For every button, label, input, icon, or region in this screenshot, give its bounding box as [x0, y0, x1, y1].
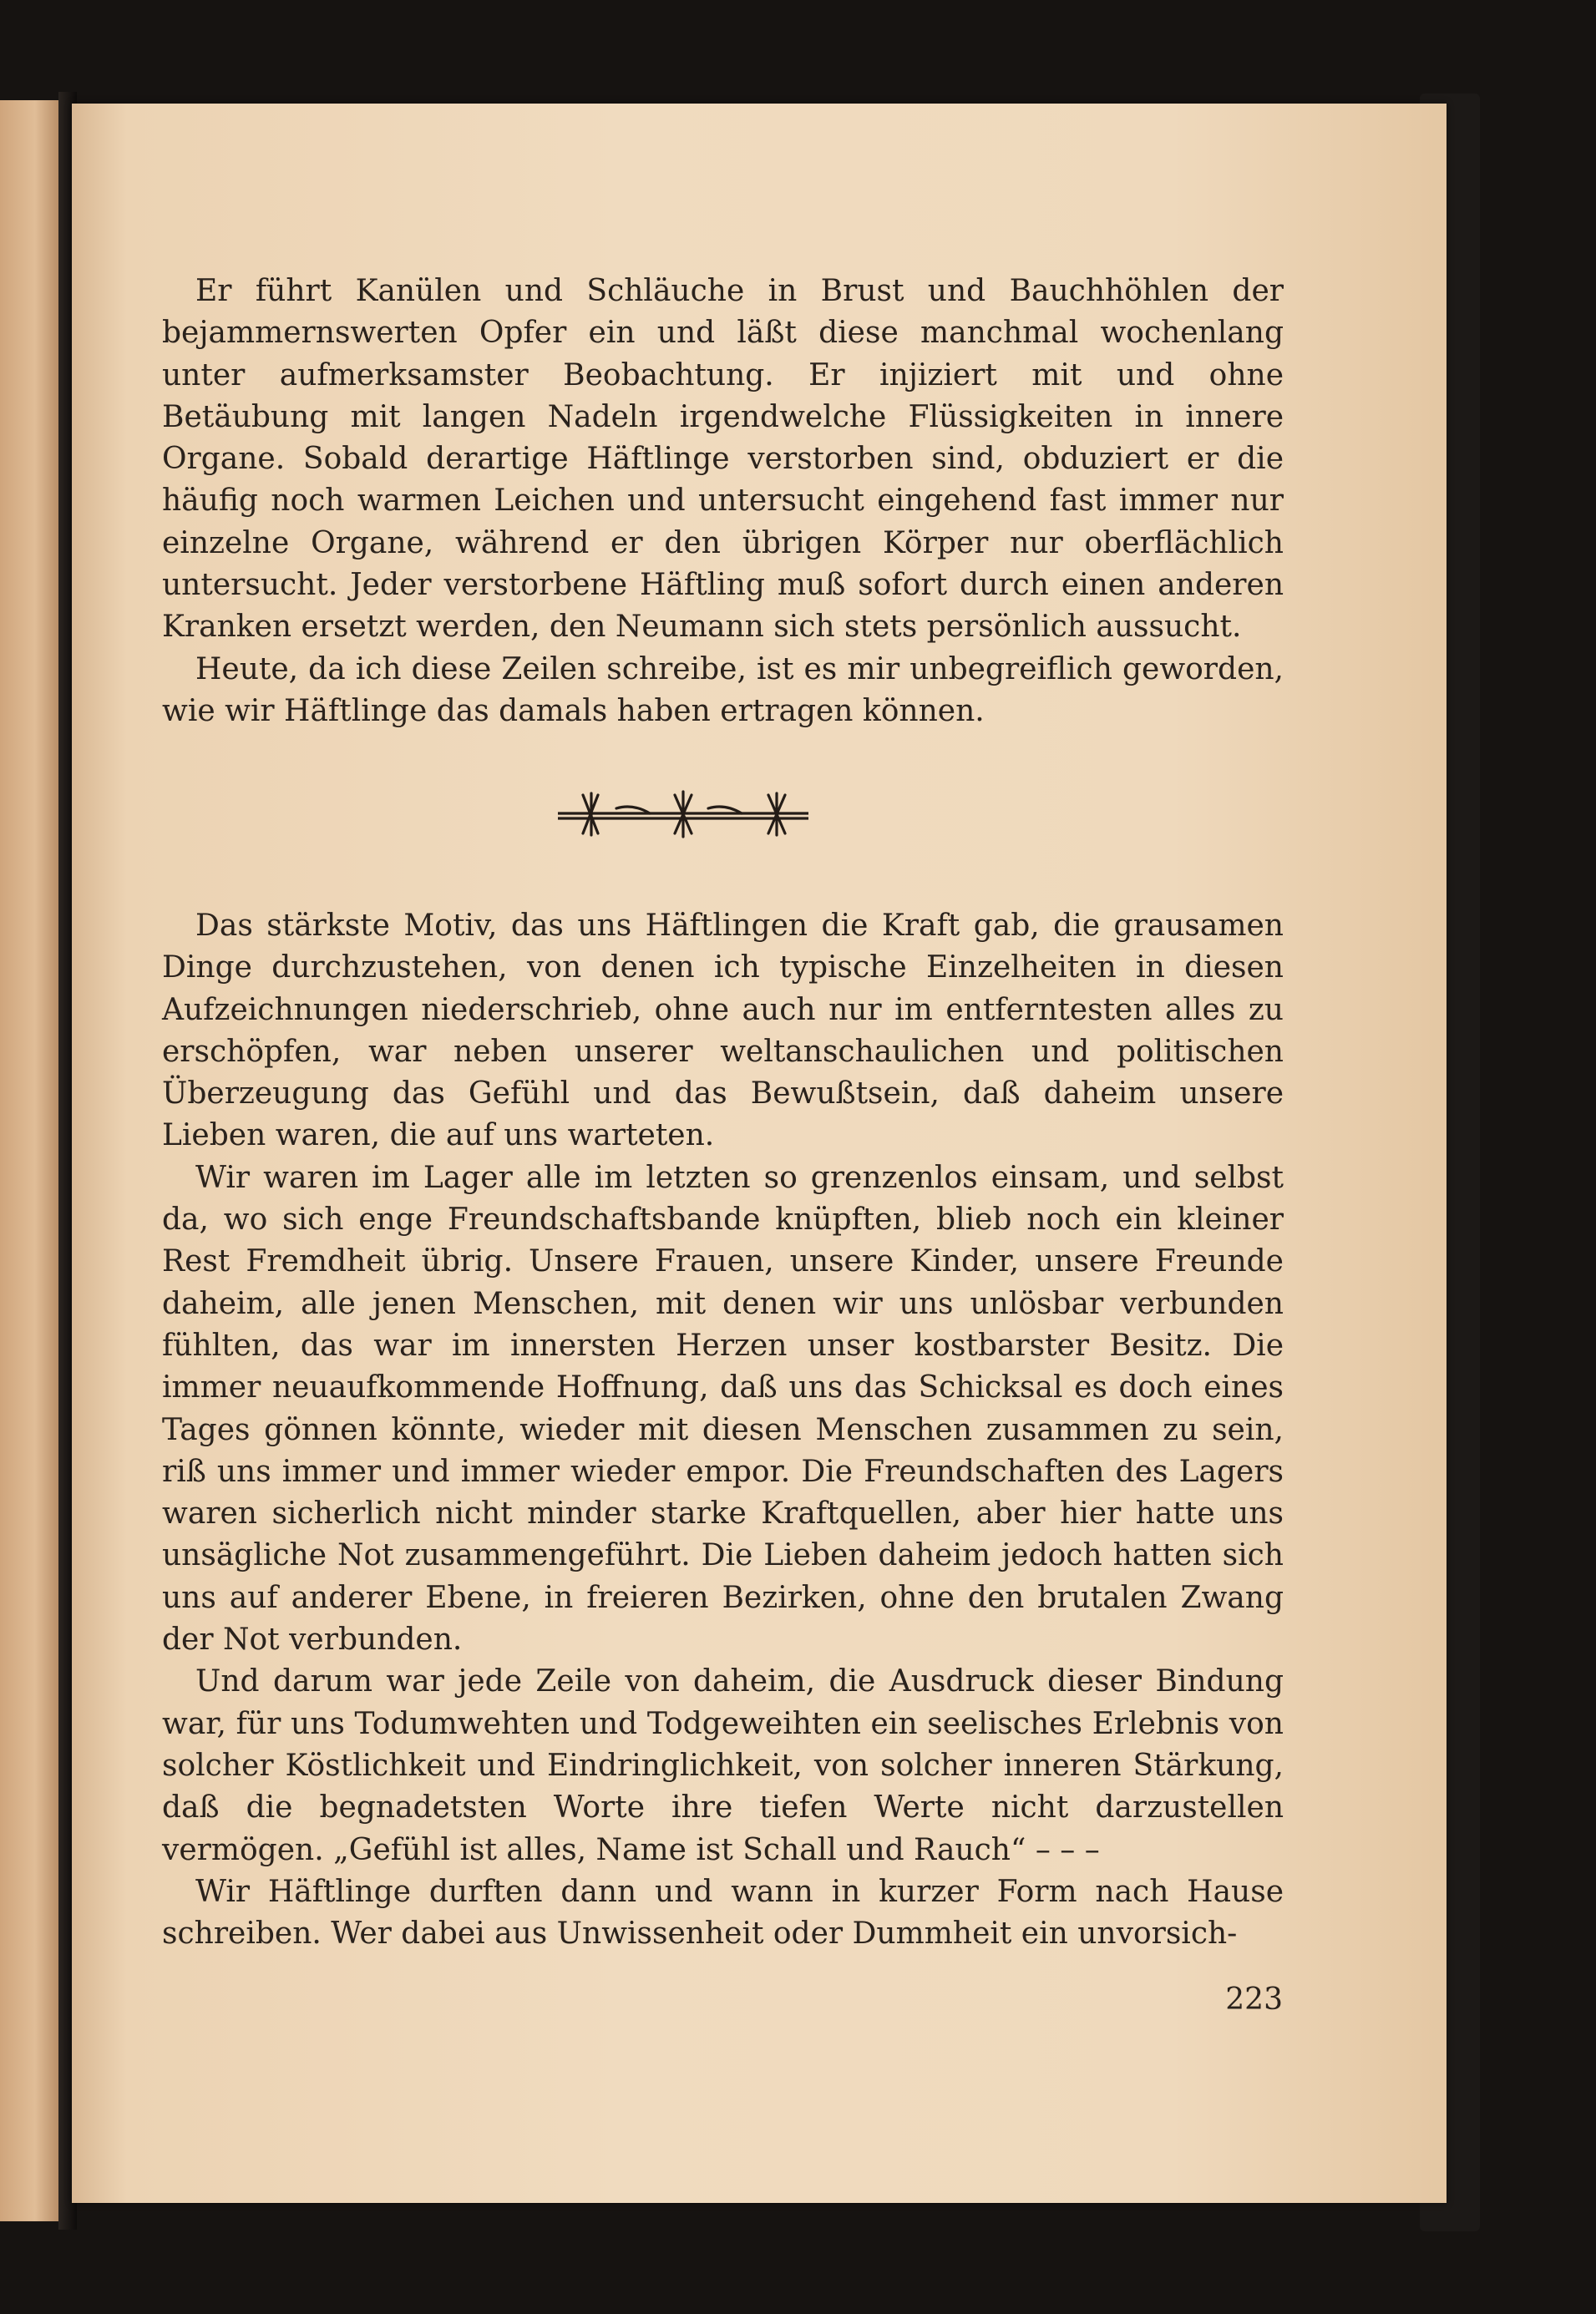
left-page-edge	[0, 100, 58, 2221]
page-number: 223	[1225, 1982, 1283, 2017]
paragraph-6: Wir Häftlinge durften dann und wann in kurzer Form nach Hause schreiben. Wer dabei aus Unwissenheit oder Dummheit ein unvorsich-	[162, 1874, 1284, 1952]
paragraph-1: Er führt Kanülen und Schläuche in Brust und Bauchhöhlen der bejammernswerten Opfer ein und läßt diese manchmal wochenlang unter aufmerksamster Beobachtung. Er injiziert mit und ohne Betäubung mit langen Nadeln irgendwelche Flüssigkeiten in innere Organe. Sobald derartige Häftlinge verstorben sind, obduziert er die häufig noch warmen Leichen und untersucht eingehend fast immer nur einzelne Organe, während er den übrigen Körper nur oberflächlich untersucht. Jeder verstorbene Häftling muß sofort durch einen anderen Kranken ersetzt werden, den Neumann sich stets persönlich aussucht.	[162, 274, 1284, 645]
text-block-bottom	[162, 905, 1284, 1955]
paragraph-3: Das stärkste Motiv, das uns Häftlingen die Kraft gab, die grausamen Dinge durchzustehen, von denen ich typische Einzelheiten in diesen Aufzeichnungen niederschrieb, ohne auch nur im entferntesten alles zu erschöpfen, war neben unserer weltanschaulichen und politischen Überzeugung das Gefühl und das Bewußtsein, daß daheim unsere Lieben waren, die auf uns warteten.	[162, 909, 1284, 1153]
barbed-wire-ornament-icon	[558, 788, 808, 840]
paragraph-4: Wir waren im Lager alle im letzten so grenzenlos einsam, und selbst da, wo sich enge Freundschaftsbande knüpften, blieb noch ein kleiner Rest Fremdheit übrig. Unsere Frauen, unsere Kinder, unsere Freunde daheim, alle jenen Menschen, mit denen wir uns unlösbar verbunden fühlten, das war im innersten Herzen unser kostbarster Besitz. Die immer neuaufkommende Hoffnung, daß uns das Schicksal es doch eines Tages gönnen könnte, wieder mit diesen Menschen zusammen zu sein, riß uns immer und immer wieder empor. Die Freundschaften des Lagers waren sicherlich nicht minder starke Kraftquellen, aber hier hatte uns unsägliche Not zusammengeführt. Die Lieben daheim jedoch hatten sich uns auf anderer Ebene, in freieren Bezirken, ohne den brutalen Zwang der Not verbunden.	[162, 1160, 1284, 1658]
book-page	[72, 104, 1447, 2203]
paragraph-2: Heute, da ich diese Zeilen schreibe, ist es mir unbegreiflich geworden, wie wir Häftlinge das damals haben ertragen können.	[162, 651, 1284, 728]
paragraph-5: Und darum war jede Zeile von daheim, die Ausdruck dieser Bindung war, für uns Todumwehten und Todgeweihten ein seelisches Erlebnis von solcher Köstlichkeit und Eindringlichkeit, von solcher inneren Stärkung, daß die begnadetsten Worte ihre tiefen Werte nicht darzustellen vermögen. „Gefühl ist alles, Name ist Schall und Rauch“ – – –	[162, 1664, 1284, 1867]
text-block-top	[162, 271, 1284, 732]
